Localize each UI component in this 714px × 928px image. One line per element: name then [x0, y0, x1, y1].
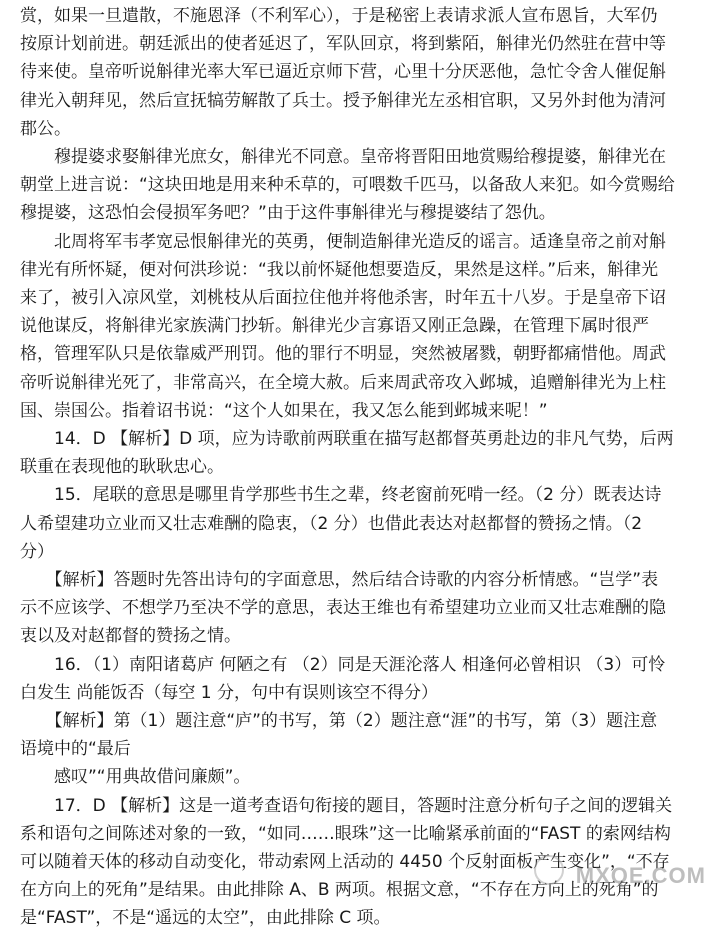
text-line: 格，管理军队只是依靠威严刑罚。他的罪行不明显，突然被屠戮，朝野都痛惜他。周武 [20, 344, 666, 365]
text-line: 【解析】答题时先答出诗句的字面意思，然后结合诗歌的内容分析情感。“岂学”表 [20, 570, 659, 590]
text-line: 律光入朝拜见，然后宣抚犒劳解散了兵士。授予斛律光左丞相官职，又另外封他为清河 [20, 90, 666, 111]
text-line: 穆提婆，这恐怕会侵损军务吧？”由于这件事斛律光与穆提婆结了怨仇。 [20, 203, 556, 224]
text-line: 待来使。皇帝听说斛律光率大军已逼近京师下营，心里十分厌恶他，急忙令舍人催促斛 [20, 62, 666, 83]
text-line: 16．（1）南阳诸葛庐 何陋之有 （2）同是天涯沦落人 相逢何必曾相识 （3）可怜 [20, 654, 666, 675]
text-line: 14．D 【解析】D 项，应为诗歌前两联重在描写赵都督英勇赴边的非凡气势，后两 [20, 429, 674, 449]
text-line: 律光有所怀疑，便对何洪珍说：“我以前怀疑他想要造反，果然是这样。”后来，斛律光 [20, 259, 659, 280]
text-line: 示不应该学、不想学乃至决不学的意思，表达王维也有希望建功立业而又壮志难酬的隐 [20, 598, 666, 619]
text-line: 分） [20, 541, 54, 562]
text-line: 北周将军韦孝宽忌恨斛律光的英勇，便制造斛律光造反的谣言。适逢皇帝之前对斛 [20, 231, 666, 252]
text-line: 国、崇国公。指着诏书说：“这个人如果在，我又怎么能到邺城来呢！” [20, 400, 548, 421]
text-line: 衷以及对赵都督的赞扬之情。 [20, 626, 241, 647]
text-line: 来了，被引入凉风堂，刘桃枝从后面拉住他并将他杀害，时年五十八岁。于是皇帝下诏 [20, 288, 666, 308]
watermark-logo-icon [534, 855, 564, 885]
text-line: 在方向上的死角”是结果。由此排除 A、B 两项。根据文意，“不存在方向上的死角”的 [20, 880, 659, 901]
text-line: 17．D 【解析】这是一道考查语句衔接的题目，答题时注意分析句子之间的逻辑关 [20, 795, 673, 816]
text-line: 【解析】第（1）题注意“庐”的书写，第（2）题注意“涯”的书写，第（3）题注意 [20, 711, 658, 731]
text-line: 白发生 尚能饭否（每空 1 分，句中有误则该空不得分） [20, 682, 439, 703]
text-line: 可以随着天体的移动自动变化，带动索网上活动的 4450 个反射面板产生变化”，“不存 [20, 852, 670, 872]
watermark-text: MXQE.COM [575, 863, 706, 888]
text-line: 语境中的“最后 [20, 739, 131, 760]
text-line: 联重在表现他的耿耿忠心。 [20, 457, 224, 478]
text-line: 是“FAST”，不是“遥远的太空”，由此排除 C 项。 [20, 908, 391, 928]
text-line: 按原计划前进。朝廷派出的使者延迟了，军队回京，将到紫陌，斛律光仍然驻在营中等 [20, 34, 666, 55]
text-line: 说他谋反，将斛律光家族满门抄斩。斛律光少言寡语又刚正急躁，在管理下属时很严 [20, 316, 649, 337]
text-line: 15．尾联的意思是哪里肯学那些书生之辈，终老窗前死啃一经。（2 分）既表达诗 [20, 485, 662, 506]
text-line: 人希望建功立业而又壮志难酬的隐衷，（2 分）也借此表达对赵都督的赞扬之情。（2 [20, 513, 643, 534]
text-line: 感叹”“用典故借问廉颇”。 [20, 767, 251, 788]
text-line: 帝听说斛律光死了，非常高兴，在全境大赦。后来周武帝攻入邺城，追赠斛律光为上柱 [20, 372, 666, 393]
text-line: 穆提婆求娶斛律光庶女，斛律光不同意。皇帝将晋阳田地赏赐给穆提婆，斛律光在 [20, 147, 666, 167]
text-line: 郡公。 [20, 118, 71, 139]
text-line: 赏，如果一旦遣散，不施恩泽（不利军心），于是秘密上表请求派人宣布恩旨，大军仍 [20, 6, 658, 26]
text-line: 系和语句之间陈述对象的一致，“如同……眼珠”这一比喻紧承前面的“FAST 的索网结构 [20, 823, 671, 844]
text-line: 朝堂上进言说：“这块田地是用来种禾草的，可喂数千匹马，以备敌人来犯。如今赏赐给 [20, 175, 675, 196]
